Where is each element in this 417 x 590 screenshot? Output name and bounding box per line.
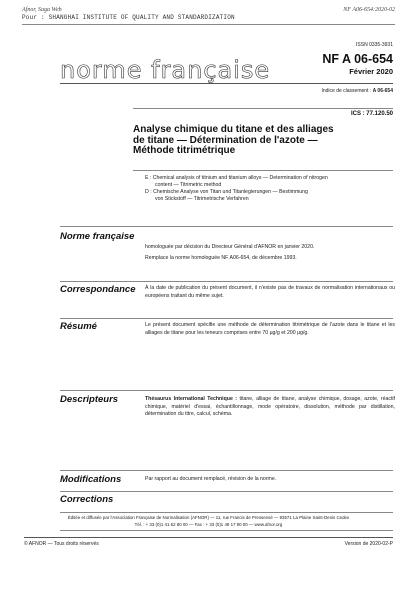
copyright: © AFNOR — Tous droits réservés: [24, 541, 99, 547]
modifications-text: Par rapport au document remplacé, révision de la norme.: [145, 476, 277, 482]
publisher-info: [24, 515, 393, 528]
ics-code: ICS : 77.120.50: [350, 111, 393, 117]
modifications-heading: Modifications: [60, 474, 122, 485]
document-title: [133, 125, 393, 157]
header-divider: [22, 24, 395, 25]
resume-text: Le présent document spécifie une méthode de détermination titrimétrique de l'azote dans le titane et les alliages de titane pour les teneurs comprises entre 70 µg/g et 200 µg/g.: [145, 322, 395, 336]
publisher-bottom-divider: [60, 530, 393, 531]
resume-heading: Résumé: [60, 321, 97, 332]
version: Version de 2020-02-P: [344, 541, 393, 547]
thesaurus-label: Thésaurus International Technique :: [145, 396, 238, 402]
norme-line-2: Remplace la norme homologuée NF A06-654, de décembre 1993.: [145, 254, 297, 261]
correspondance-divider: [60, 281, 393, 282]
publisher-contact: Tél. : + 33 (0)1 41 62 80 00 — Fax : + 33 (0)1 49 17 90 00 — www.afnor.org: [134, 521, 283, 527]
ics-divider: [133, 108, 393, 109]
descripteurs-heading: Descripteurs: [60, 394, 119, 405]
corrections-heading: Corrections: [60, 494, 114, 505]
descripteurs-terms: titane, alliage de titane, analyse chimique, dosage, azote, réactif chimique, matériel d'essai, échantillonnage, mode opératoire, dissolution, méthode par distillation, détermination du titre, calcul, schéma.: [145, 396, 395, 418]
issn: ISSN 0335-3931: [356, 42, 393, 48]
classification-label: Indice de classement :: [321, 88, 373, 94]
translation-de-cont: von Stickstoff — Titrimetrische Verfahren: [155, 196, 249, 202]
brand-divider: [60, 83, 393, 84]
publisher-address: Éditée et diffusée par l'Association Française de Normalisation (AFNOR) — 11, rue Francis de Pressensé — 93571 La Plaine Saint-Denis Cedex: [67, 515, 350, 520]
modifications-divider: [60, 470, 393, 471]
translation-en-cont: content — Titrimetric method: [155, 182, 222, 188]
descripteurs-divider: [60, 390, 393, 391]
norme-line-1: homologuée par décision du Directeur Général d'AFNOR en janvier 2020.: [145, 244, 315, 250]
translation-en: E : Chemical analysis of titnium and titanium alloys — Determination of nitrogen: [145, 175, 328, 181]
norme-body: [145, 244, 395, 262]
document-reference: NF A 06-654: [322, 52, 393, 66]
correspondance-text: À la date de publication du présent document, il n'existe pas de travaux de normalisation internationaux ou européens traitant du même sujet.: [145, 285, 395, 299]
title-translations: [145, 175, 395, 203]
descripteurs-text: [145, 396, 395, 419]
resume-divider: [60, 318, 393, 319]
norme-francaise-logo: norme française: [60, 56, 271, 84]
norme-divider: [60, 226, 393, 227]
classification-value: A 06-654: [372, 88, 393, 94]
title-line-1: Analyse chimique du titane et des alliages: [133, 124, 334, 135]
header-licensee: Pour : SHANGHAI INSTITUTE OF QUALITY AND STANDARDIZATION: [22, 14, 235, 21]
corrections-divider: [60, 491, 393, 492]
classification-index: [321, 88, 393, 94]
header-doc-id: NF A06-654:2020-02: [343, 7, 395, 13]
norme-heading: Norme française: [60, 231, 135, 242]
translation-de: D : Chemische Analyse von Titan und Titanlegierungen — Bestimmung: [145, 189, 308, 195]
title-divider: [133, 170, 393, 171]
title-line-3: Méthode titrimétrique: [133, 145, 236, 156]
header-source: Afnor, Saga Web: [22, 7, 62, 13]
document-date: Février 2020: [349, 67, 393, 76]
title-line-2: de titane — Détermination de l'azote —: [133, 134, 318, 146]
publisher-divider: [60, 512, 393, 513]
footer-divider: [24, 537, 393, 538]
correspondance-heading: Correspondance: [60, 284, 136, 295]
